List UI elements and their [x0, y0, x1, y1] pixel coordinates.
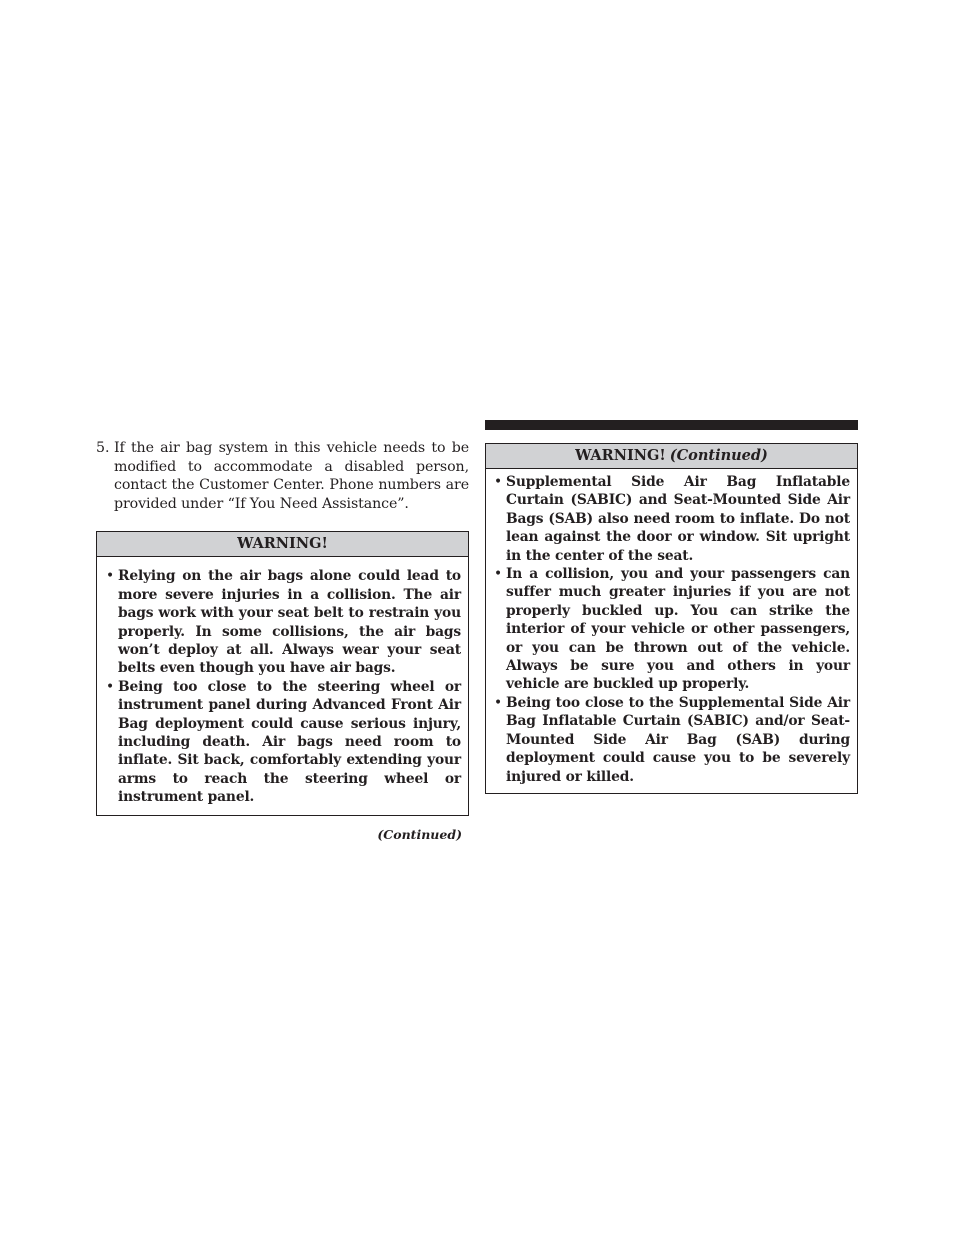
warning-bullet: [494, 565, 850, 694]
bullet-icon: •: [106, 678, 114, 695]
warning-bullet: [494, 473, 850, 565]
numbered-step: [96, 439, 469, 513]
warning-body: [97, 557, 468, 814]
warning-heading-text: WARNING!: [237, 535, 328, 553]
warning-bullet-text: Being too close to the steering wheel or instrument panel during Advanced Front Air Bag deployment could cause serious injury, including death. Air bags need room to inflate. Sit back, comfortably extending your arms to reach the steering wheel or instrument panel.: [118, 678, 461, 806]
warning-bullet-text: Supplemental Side Air Bag Inflatable Curtain (SABIC) and Seat-Mounted Side Air Bags (SAB) also need room to inflate. Do not lean against the door or window. Sit upright in the center of the seat.: [506, 474, 850, 564]
warning-heading-text: WARNING!: [575, 447, 666, 464]
warning-box: [96, 531, 469, 815]
left-column: [96, 438, 469, 842]
warning-bullet: [106, 678, 461, 807]
warning-heading: [97, 532, 468, 557]
continued-note: (Continued): [377, 826, 462, 842]
bullet-icon: •: [494, 694, 502, 711]
warning-heading-suffix: (Continued): [669, 447, 768, 464]
warning-bullet-list: [494, 473, 850, 786]
step-text: If the air bag system in this vehicle needs to be modified to accommodate a disabled person, contact the Customer Center. Phone numbers are provided under “If You Need Assistance”.: [114, 440, 469, 512]
warning-bullet-list: [106, 567, 461, 806]
warning-bullet-text: In a collision, you and your passengers can suffer much greater injuries if you are not properly buckled up. You can strike the interior of your vehicle or other passengers, or you can be thrown out of the vehicle. Always be sure you and others in your vehicle are buckled up properly.: [506, 566, 850, 693]
right-column: [485, 420, 858, 794]
warning-bullet-text: Relying on the air bags alone could lead to more severe injuries in a collision. The air bags work with your seat belt to restrain you properly. In some collisions, the air bags won’t deploy at all. Always wear your seat belts even though you have air bags.: [118, 568, 461, 677]
bullet-icon: •: [494, 566, 502, 583]
warning-bullet-text: Being too close to the Supplemental Side Air Bag Inflatable Curtain (SABIC) and/or Seat-Mounted Side Air Bag (SAB) during deployment could cause you to be severely injured or killed.: [506, 694, 850, 785]
warning-bullet: [106, 567, 461, 677]
bullet-icon: •: [106, 568, 114, 585]
section-rule: [485, 420, 858, 430]
warning-heading: [486, 444, 857, 469]
bullet-icon: •: [494, 474, 502, 490]
warning-bullet: [494, 694, 850, 786]
warning-box-continued: [485, 443, 858, 794]
warning-body: [486, 469, 857, 793]
step-number: 5.: [96, 440, 110, 456]
